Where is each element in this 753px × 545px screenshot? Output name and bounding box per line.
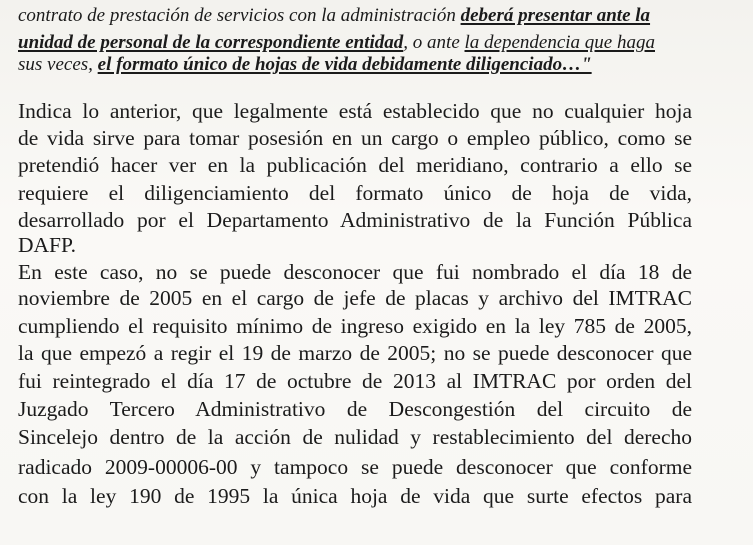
paragraph-2-line: noviembre de 2005 en el cargo de jefe de placas y archivo del IMTRAC	[18, 286, 692, 310]
quote-line-1	[18, 6, 694, 25]
paragraph-2-line: cumpliendo el requisito mínimo de ingreso exigido en la ley 785 de 2005,	[18, 314, 692, 338]
quote-line-2	[18, 33, 694, 52]
quote-emphasis: deberá presentar ante la	[460, 5, 651, 26]
paragraph-2-line: radicado 2009-00006-00 y tampoco se puede desconocer que conforme	[18, 455, 692, 479]
quote-emphasis: unidad de personal de la correspondiente entidad	[18, 32, 404, 53]
paragraph-2-line: En este caso, no se puede desconocer que fui nombrado el día 18 de	[18, 260, 692, 284]
paragraph-2-line: Juzgado Tercero Administrativo de Descongestión del circuito de	[18, 397, 692, 421]
paragraph-1-line: de vida sirve para tomar posesión en un cargo o empleo público, como se	[18, 126, 692, 150]
paragraph-1-line: DAFP.	[18, 233, 76, 257]
quote-text: , o ante	[403, 32, 465, 53]
quote-underlined: la dependencia que haga	[464, 32, 655, 53]
paragraph-1-line: requiere el diligenciamiento del formato único de hoja de vida,	[18, 181, 692, 205]
quote-emphasis: el formato único de hojas de vida debidamente diligenciado…"	[97, 54, 592, 75]
quote-text: sus veces,	[18, 54, 98, 75]
paragraph-2-line: con la ley 190 de 1995 la única hoja de vida que surte efectos para	[18, 484, 692, 508]
quote-line-3	[18, 55, 694, 74]
paragraph-1-line: desarrollado por el Departamento Administrativo de la Función Pública	[18, 208, 692, 232]
paragraph-2-line: la que empezó a regir el 19 de marzo de 2005; no se puede desconocer que	[18, 341, 692, 365]
quote-text: contrato de prestación de servicios con la administración	[18, 5, 461, 26]
paragraph-2-line: Sincelejo dentro de la acción de nulidad y restablecimiento del derecho	[18, 425, 692, 449]
paragraph-1-line: Indica lo anterior, que legalmente está establecido que no cualquier hoja	[18, 99, 692, 123]
paragraph-2-line: fui reintegrado el día 17 de octubre de 2013 al IMTRAC por orden del	[18, 369, 692, 393]
paragraph-1-line: pretendió hacer ver en la publicación del meridiano, contrario a ello se	[18, 153, 692, 177]
